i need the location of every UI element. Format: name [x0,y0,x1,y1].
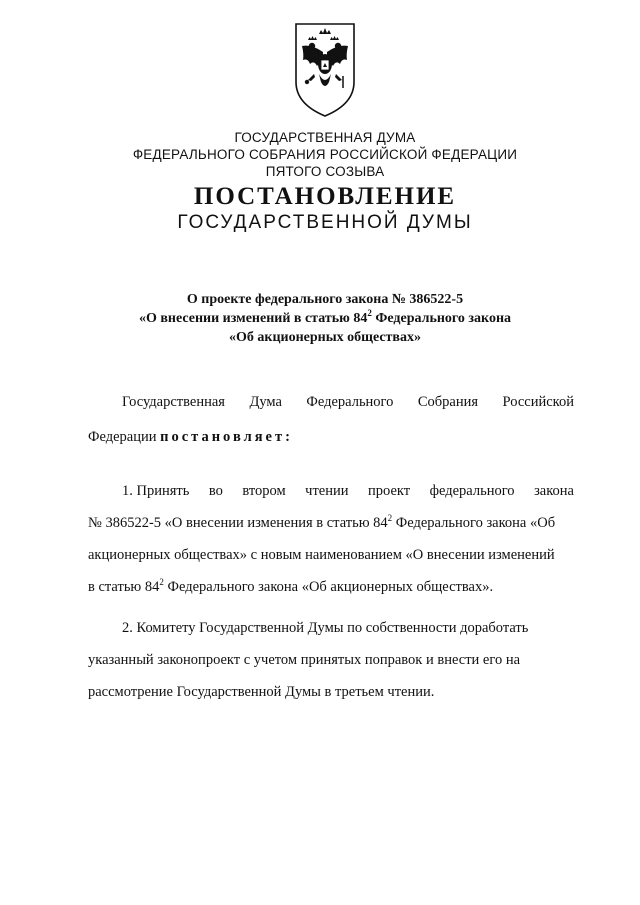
issuer-header [60,129,590,180]
paragraph-2 [88,612,574,708]
preamble [88,386,574,453]
paragraph-2-line-2: указанный законопроект с учетом принятых поправок и внести его на [88,652,521,668]
preamble-line-1: Государственная Дума Федерального Собрания Российской [122,394,574,410]
paragraph-2-line-3: рассмотрение Государственной Думы в третьем чтении. [88,684,435,700]
subject-line-1: О проекте федерального закона № 386522-5 [186,292,464,307]
paragraph-1-line-3: акционерных обществах» с новым наименованием «О внесении изменений [88,547,555,563]
document-title: ПОСТАНОВЛЕНИЕ [193,183,457,210]
paragraph-1-line-2: № 386522-5 «О внесении изменения в статью $84^2$ Федерального закона «Об [88,513,556,531]
resolution-verb: постановляет: [160,429,293,445]
paragraph-1-line-1: 1. Принять во втором чтении проект федерального закона [122,483,574,499]
subject-line-3: «Об акционерных обществах» [228,330,421,345]
double-headed-eagle-emblem-icon [290,20,360,120]
header-line-2: ФЕДЕРАЛЬНОГО СОБРАНИЯ РОССИЙСКОЙ ФЕДЕРАЦИИ [132,147,518,162]
paragraph-1 [88,475,574,603]
document-subtitle: ГОСУДАРСТВЕННОЙ ДУМЫ [177,212,473,233]
header-line-1: ГОСУДАРСТВЕННАЯ ДУМА [234,130,416,145]
preamble-line-2: Федерации постановляет: [88,429,293,445]
document-subject [60,290,590,347]
header-line-3: ПЯТОГО СОЗЫВА [265,164,385,179]
subject-line-2: «О внесении изменений в статью $84^2$ Федерального закона [138,308,512,326]
paragraph-1-line-4: в статью $84^2$ Федерального закона «Об акционерных обществах». [88,577,494,595]
paragraph-2-line-1: 2. Комитету Государственной Думы по собственности доработать [122,620,529,636]
